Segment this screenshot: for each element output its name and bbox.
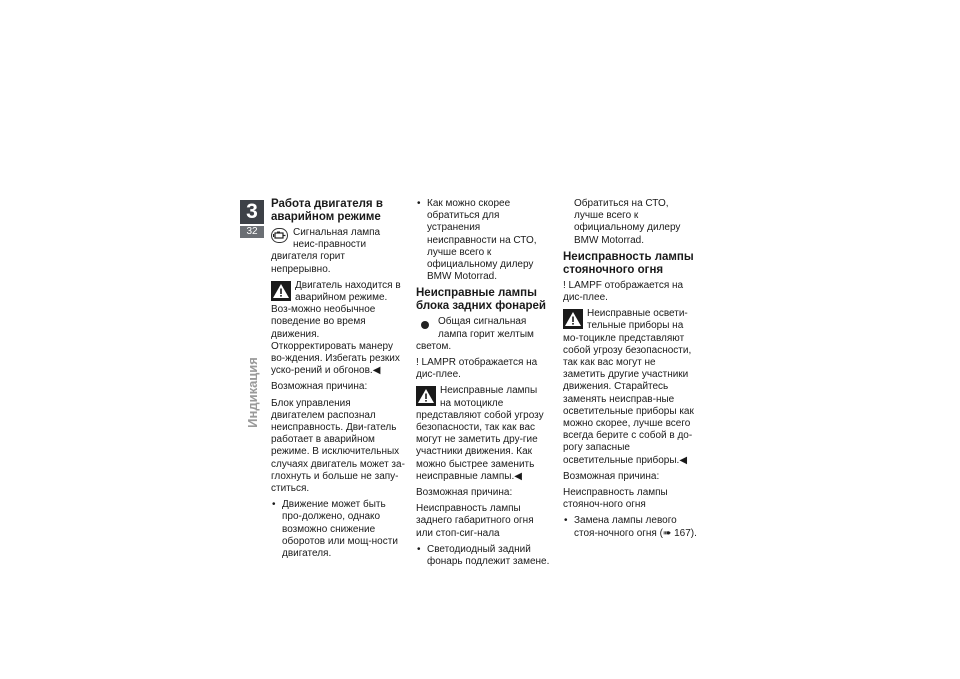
end-marker: ◀ [679,454,688,466]
display-message: ! LAMPR отображается на дис-плее. [416,357,538,381]
column-2 [416,198,550,572]
cause-text: Неисправность лампы стояноч-ного огня [563,487,668,511]
cause-label: Возможная причина: [271,381,368,393]
section-heading-rear-lamps: Неисправные лампы блока задних фонарей [416,287,546,313]
general-warning-lamp-icon [416,318,433,332]
chapter-number-box [240,200,264,224]
chapter-title: Индикация [244,356,260,428]
section-heading-engine-emergency: Работа двигателя в аварийном режиме [271,198,383,223]
chapter-side-label [244,342,260,442]
cause-label: Возможная причина: [563,470,660,482]
continued-text: Обратиться на СТО, лучше всего к официальному дилеру BMW Motorrad. [574,198,681,246]
warning-triangle-icon [416,386,436,406]
column-3 [563,198,697,544]
display-message: ! LAMPF отображается на дис-плее. [563,279,684,304]
cause-text: Блок управления двигателем распознал неисправность. Дви-гатель работает в аварийном режиме. В исключительных случаях двигатель может за-глохнуть и больше не запу-ститься. [271,397,405,495]
parking-lamp-warning-paragraph: Неисправные освети-тельные приборы на мо-тоцикле представляют собой угрозу безопасности, так как вас могут не заметить другие участники движения. Старайтесь заменять неисправ-ные осветительные приборы как можно скорее, лучше всего всегда берите с собой в до-рогу запасные осветительные приборы.◀ [563,308,694,466]
rear-lamp-warning-paragraph: Неисправные лампы на мотоцикле представляют собой угрозу безопасности, так как вас могут не заметить дру-гие участники движения. Как можно быстрее заменить неисправные лампы.◀ [416,385,544,482]
engine-lamp-paragraph: Сигнальная лампа неис-правности двигателя горит непрерывно. [271,227,381,275]
cause-label: Возможная причина: [416,487,513,499]
cause-text: Неисправность лампы заднего габаритного огня или стоп-сиг-нала [416,503,534,539]
warning-triangle-icon [271,281,291,301]
engine-warning-lamp-icon [271,228,288,243]
list-item: • Как можно скорее обратиться для устранения неисправности на СТО, лучше всего к официальному дилеру BMW Motorrad. [416,198,550,283]
general-lamp-paragraph: Общая сигнальная лампа горит желтым светом. [416,316,534,352]
list-item: • Движение может быть про-должено, однако возможно снижение оборотов или мощ-ности двигателя. [271,499,405,560]
list-item: • Светодиодный задний фонарь подлежит замене. [416,544,550,568]
end-marker: ◀ [514,470,522,482]
engine-warning-paragraph: Двигатель находится в аварийном режиме. Воз-можно необычное поведение во время движения. Откорректировать манеру во-ждения. Избегать резких уско-рений и обгонов.◀ [271,279,401,377]
column-1 [271,198,405,564]
page-number: 32 [240,226,264,238]
end-marker: ◀ [372,365,381,377]
chapter-number: 3 [246,200,258,223]
section-heading-parking-lamp: Неисправность лампы стояночного огня [563,250,694,276]
warning-triangle-icon [563,309,583,329]
list-item: • Замена лампы левого стоя-ночного огня (➠ 167). [563,515,697,539]
